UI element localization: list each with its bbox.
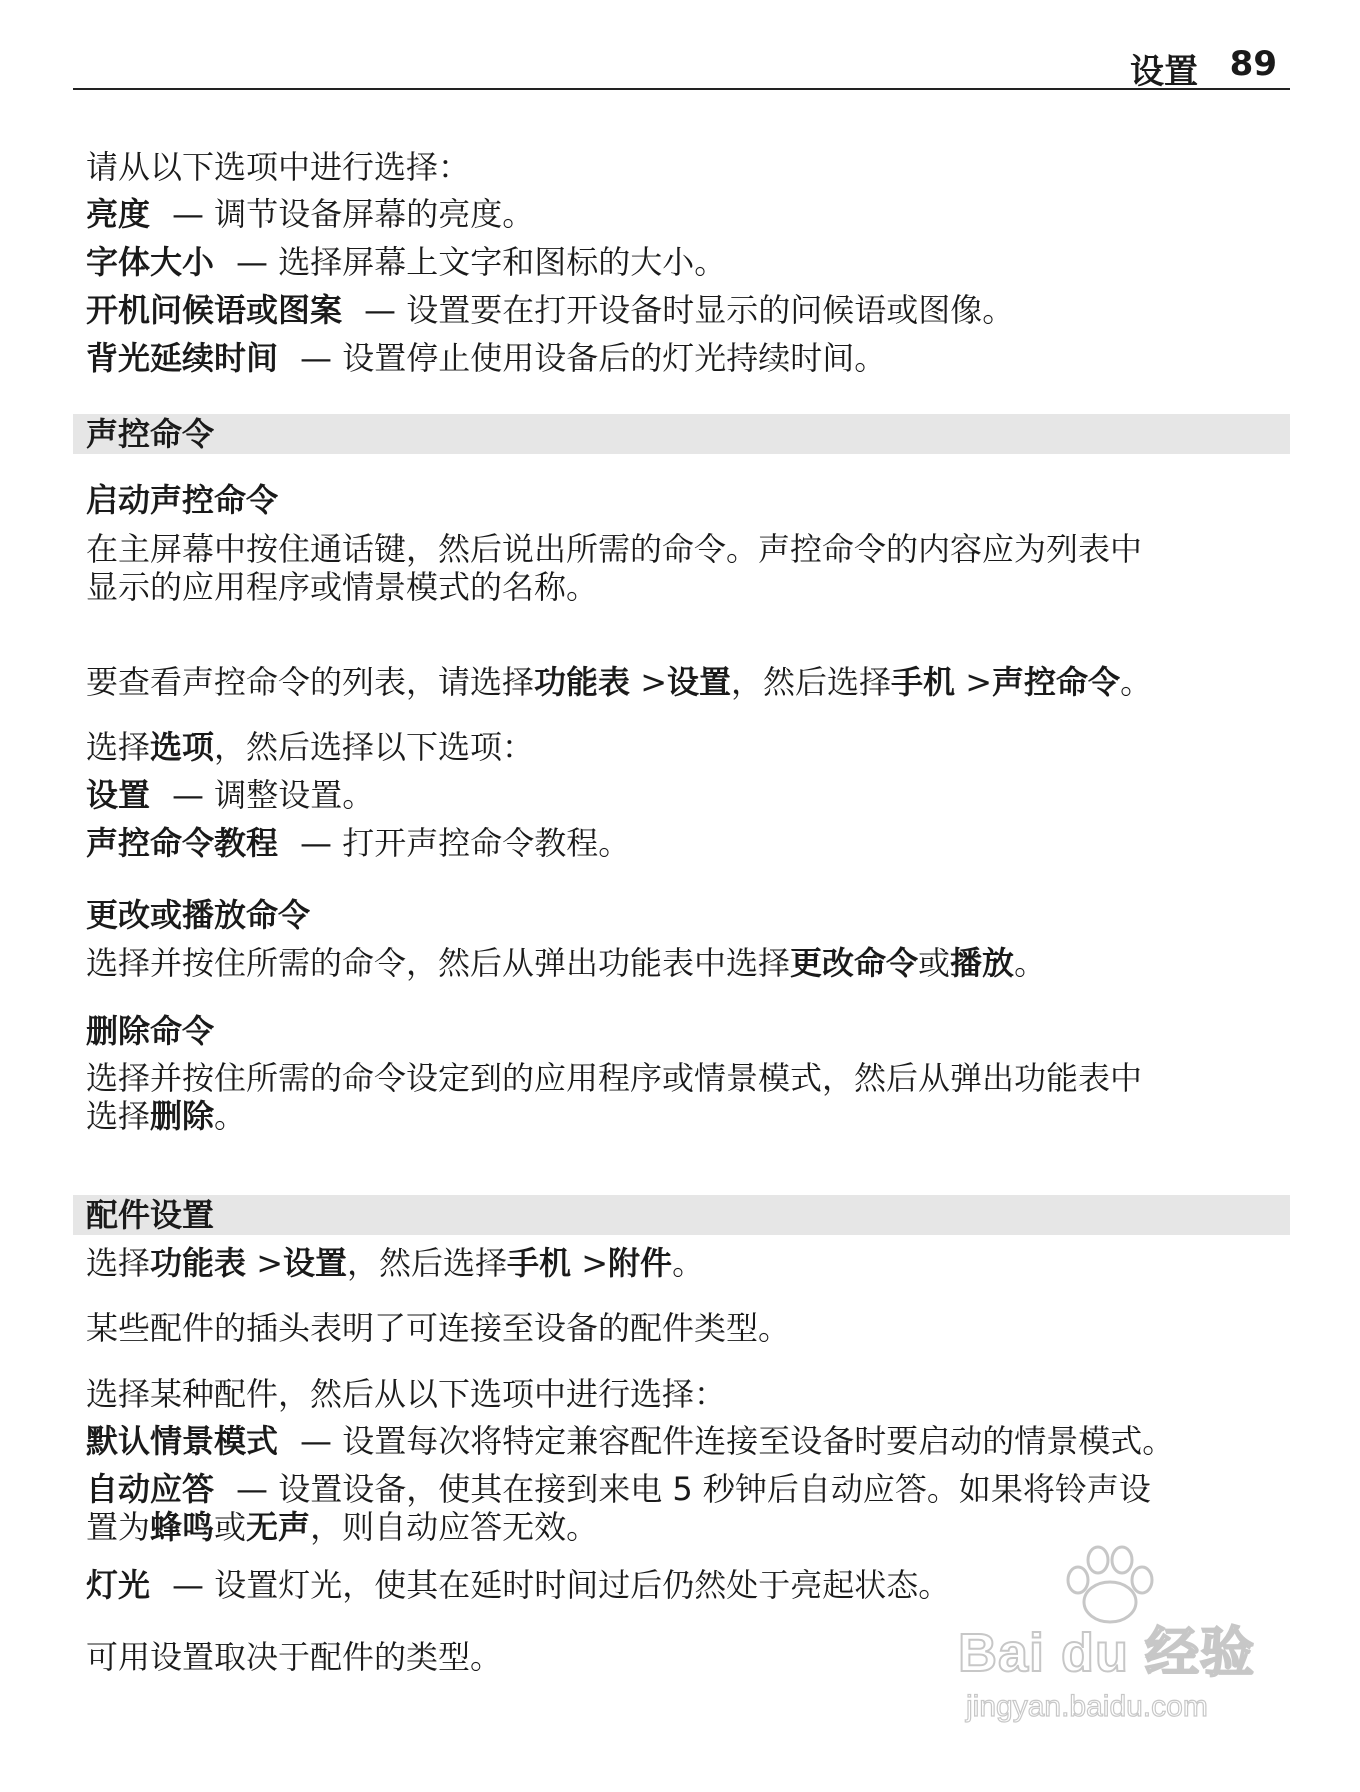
voice-delete-line2 bbox=[86, 1097, 1286, 1135]
option-font-size bbox=[86, 243, 1286, 281]
intro-text: 请从以下选项中进行选择： bbox=[86, 148, 471, 186]
option-desc: — 调节设备屏幕的亮度。 bbox=[172, 195, 535, 233]
section-voice-commands bbox=[73, 414, 1290, 454]
voice-list-text bbox=[86, 663, 1286, 701]
text: 。 bbox=[214, 1097, 247, 1135]
text: > bbox=[571, 1244, 609, 1282]
text: 或 bbox=[918, 944, 951, 982]
option-term: 开机问候语或图案 bbox=[86, 291, 343, 329]
text: 选择 bbox=[86, 728, 151, 766]
section-heading: 配件设置 bbox=[86, 1196, 215, 1234]
settings-ref: 设置 bbox=[283, 1244, 348, 1282]
option-desc: — 设置每次将特定兼容配件连接至设备时要启动的情景模式。 bbox=[300, 1422, 1175, 1460]
silent-ref: 无声 bbox=[246, 1508, 311, 1546]
text: 或 bbox=[214, 1508, 247, 1546]
voice-start-line1: 在主屏幕中按住通话键，然后说出所需的命令。声控命令的内容应为列表中 bbox=[86, 530, 1143, 568]
option-desc: — 调整设置。 bbox=[172, 776, 375, 814]
text: 。 bbox=[1120, 663, 1153, 701]
play-ref: 播放 bbox=[950, 944, 1015, 982]
page-header bbox=[73, 42, 1290, 90]
text: 。 bbox=[672, 1244, 705, 1282]
accessory-auto-answer bbox=[86, 1470, 1286, 1508]
option-desc: — 设置要在打开设备时显示的问候语或图像。 bbox=[364, 291, 1015, 329]
text: ，则自动应答无效。 bbox=[310, 1508, 599, 1546]
accessory-plug-text: 某些配件的插头表明了可连接至设备的配件类型。 bbox=[86, 1309, 791, 1347]
text: 选择 bbox=[86, 1097, 151, 1135]
header-title: 设置 bbox=[1130, 52, 1198, 92]
accessories-ref: 附件 bbox=[608, 1244, 673, 1282]
watermark-brand: Bai du 经验 bbox=[958, 1623, 1256, 1683]
menu-ref: 功能表 bbox=[534, 663, 631, 701]
option-brightness bbox=[86, 195, 1286, 233]
text: > bbox=[246, 1244, 284, 1282]
voice-start-title: 启动声控命令 bbox=[86, 481, 279, 519]
options-ref: 选项 bbox=[150, 728, 215, 766]
option-term: 灯光 bbox=[86, 1566, 151, 1604]
voice-commands-ref: 声控命令 bbox=[992, 663, 1121, 701]
voice-options-text bbox=[86, 728, 1286, 766]
beep-ref: 蜂鸣 bbox=[150, 1508, 215, 1546]
text: 要查看声控命令的列表，请选择 bbox=[86, 663, 535, 701]
option-term: 自动应答 bbox=[86, 1470, 215, 1508]
text: 选择 bbox=[86, 1244, 151, 1282]
option-term: 默认情景模式 bbox=[86, 1422, 279, 1460]
option-desc: — 打开声控命令教程。 bbox=[300, 824, 631, 862]
option-desc: — 设置设备，使其在接到来电 5 秒钟后自动应答。如果将铃声设 bbox=[236, 1470, 1151, 1508]
delete-ref: 删除 bbox=[150, 1097, 215, 1135]
option-term: 亮度 bbox=[86, 195, 151, 233]
page-number: 89 bbox=[1229, 44, 1277, 84]
section-accessory-settings bbox=[73, 1195, 1290, 1235]
option-term: 声控命令教程 bbox=[86, 824, 279, 862]
text: 选择并按住所需的命令，然后从弹出功能表中选择 bbox=[86, 944, 791, 982]
accessory-nav-text bbox=[86, 1244, 1286, 1282]
text: ，然后选择以下选项： bbox=[214, 728, 535, 766]
voice-option-settings bbox=[86, 776, 1286, 814]
text: ，然后选择 bbox=[731, 663, 892, 701]
option-term: 字体大小 bbox=[86, 243, 215, 281]
option-term: 背光延续时间 bbox=[86, 339, 279, 377]
accessory-available-text: 可用设置取决于配件的类型。 bbox=[86, 1638, 503, 1676]
option-backlight bbox=[86, 339, 1286, 377]
menu-ref: 功能表 bbox=[150, 1244, 247, 1282]
text: > bbox=[630, 663, 668, 701]
voice-delete-line1: 选择并按住所需的命令设定到的应用程序或情景模式，然后从弹出功能表中 bbox=[86, 1059, 1143, 1097]
voice-option-tutorial bbox=[86, 824, 1286, 862]
text: 。 bbox=[1014, 944, 1047, 982]
watermark-url: jingyan.baidu.com bbox=[966, 1690, 1208, 1723]
phone-ref: 手机 bbox=[507, 1244, 572, 1282]
option-term: 设置 bbox=[86, 776, 151, 814]
option-desc: — 设置灯光，使其在延时时间过后仍然处于亮起状态。 bbox=[172, 1566, 951, 1604]
baidu-watermark bbox=[950, 1550, 1270, 1750]
accessory-default-profile bbox=[86, 1422, 1286, 1460]
voice-delete-title: 删除命令 bbox=[86, 1012, 215, 1050]
option-desc: — 设置停止使用设备后的灯光持续时间。 bbox=[300, 339, 887, 377]
text: > bbox=[955, 663, 993, 701]
change-command-ref: 更改命令 bbox=[790, 944, 919, 982]
phone-ref: 手机 bbox=[891, 663, 956, 701]
text: 置为 bbox=[86, 1508, 151, 1546]
text: ，然后选择 bbox=[347, 1244, 508, 1282]
section-heading: 声控命令 bbox=[86, 415, 215, 453]
voice-change-title: 更改或播放命令 bbox=[86, 896, 311, 934]
voice-start-line2: 显示的应用程序或情景模式的名称。 bbox=[86, 568, 599, 606]
voice-change-text bbox=[86, 944, 1286, 982]
option-desc: — 选择屏幕上文字和图标的大小。 bbox=[236, 243, 727, 281]
accessory-choose-text: 选择某种配件，然后从以下选项中进行选择： bbox=[86, 1375, 727, 1413]
settings-ref: 设置 bbox=[667, 663, 732, 701]
option-welcome bbox=[86, 291, 1286, 329]
